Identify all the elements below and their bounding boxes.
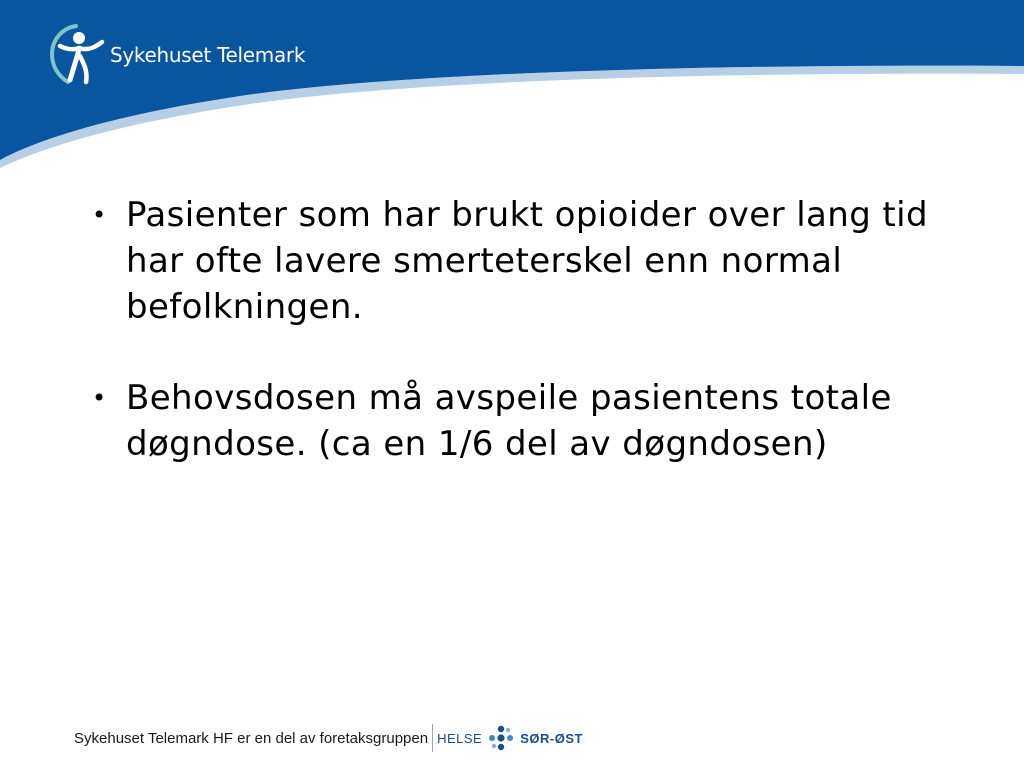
dots-cross-icon <box>486 724 516 752</box>
slide-body <box>92 192 972 512</box>
org-name: Sykehuset Telemark <box>110 43 306 67</box>
person-figure-icon <box>46 22 108 88</box>
partner-logo-word-right: SØR-ØST <box>520 730 583 746</box>
footer <box>74 724 583 752</box>
bullet-text: Behovsdosen må avspeile pasientens totale døgndose. (ca en 1/6 del av døgndosen) <box>126 378 892 464</box>
org-logo <box>46 22 305 88</box>
bullet-text: Pasienter som har brukt opioider over lang tid har ofte lavere smerteterskel enn normal befolkningen. <box>126 195 928 327</box>
partner-logo-word-left: HELSE <box>437 730 483 746</box>
bullet-item <box>92 192 972 330</box>
bullet-marker: • <box>92 201 107 229</box>
footer-text: Sykehuset Telemark HF er en del av foretaksgruppen <box>74 729 429 747</box>
bullet-item <box>92 375 972 467</box>
bullet-marker: • <box>92 384 107 412</box>
partner-logo <box>432 724 583 752</box>
